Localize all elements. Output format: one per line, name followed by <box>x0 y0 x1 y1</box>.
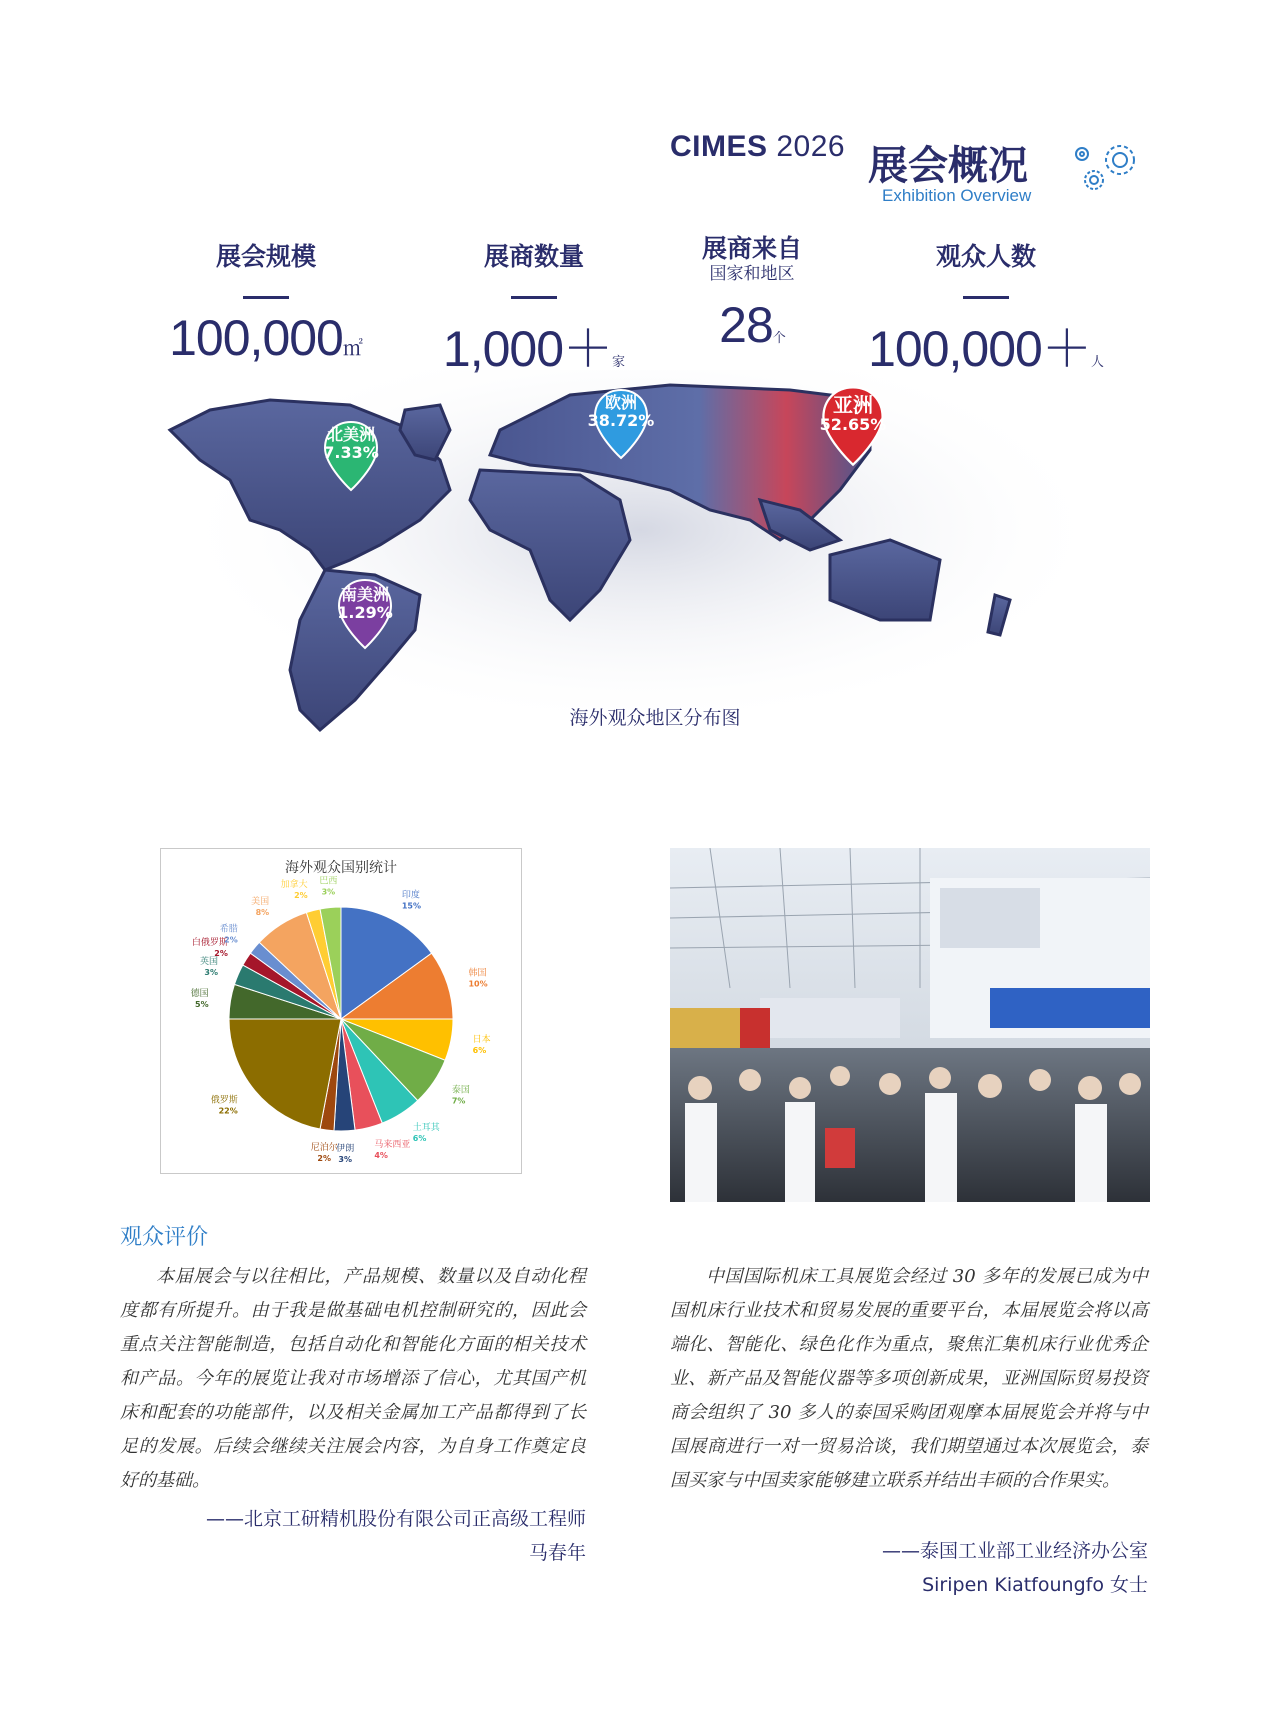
stat-unit: 个 <box>772 330 785 345</box>
review-right-signature-org: ——泰国工业部工业经济办公室 <box>881 1540 1148 1562</box>
stat-label: 展商数量 <box>483 242 584 271</box>
pie-slice-value: 10% <box>468 979 488 989</box>
page-subtitle: Exhibition Overview <box>882 186 1032 205</box>
pin-europe <box>587 388 655 464</box>
stat-label: 展会规模 <box>215 242 316 271</box>
pie-slice-label: 白俄罗斯 <box>191 938 228 949</box>
stat-unit: ㎡ <box>342 336 363 360</box>
review-left-signature <box>120 1502 586 1570</box>
stat-exhibition-area <box>126 242 406 367</box>
stat-visitors <box>846 242 1126 381</box>
pin-region-pct: 7.33% <box>323 443 379 462</box>
gears-icon <box>1070 138 1150 198</box>
page-title: 展会概况 <box>868 143 1028 189</box>
pie-slice-label: 美国 <box>251 896 270 907</box>
stat-value: 1,000＋ <box>442 321 613 377</box>
pie-slice-label: 俄罗斯 <box>210 1095 238 1106</box>
pie-slice-value: 22% <box>218 1106 238 1116</box>
stat-label: 观众人数 <box>935 242 1036 271</box>
stat-value: 100,000＋ <box>868 321 1091 377</box>
stat-label-sub: 国家和地区 <box>709 264 795 284</box>
pie-slice-label: 土耳其 <box>412 1123 440 1134</box>
pin-region-name: 北美洲 <box>326 425 375 444</box>
pie-slice-value: 7% <box>451 1096 466 1106</box>
pie-slice-value: 2% <box>214 949 228 959</box>
pin-region-name: 亚洲 <box>833 393 873 417</box>
pie-slice-value: 5% <box>195 1000 209 1010</box>
pie-slice-value: 2% <box>317 1153 332 1163</box>
pin-region-pct: 38.72% <box>587 411 655 430</box>
review-right-signature-name: Siripen Kiatfoungfo 女士 <box>922 1574 1148 1596</box>
pie-slice-value: 2% <box>224 935 238 945</box>
pie-slice-value: 3% <box>338 1154 353 1164</box>
pie-chart-title: 海外观众国别统计 <box>285 860 397 876</box>
pie-slice-value: 8% <box>255 907 270 917</box>
pie-chart-box <box>160 848 522 1174</box>
brand-logo <box>670 130 845 164</box>
pie-slice-value: 3% <box>204 967 219 977</box>
pie-slice-label: 马来西亚 <box>374 1139 411 1150</box>
pie-slice-label: 泰国 <box>451 1085 470 1096</box>
brand-name: CIMES <box>670 130 768 163</box>
pie-slice-label: 希腊 <box>219 924 238 935</box>
australia-shape <box>830 540 940 620</box>
pie-slice-label: 德国 <box>190 989 209 1000</box>
pie-slice-value: 15% <box>401 901 421 911</box>
review-right-signature <box>670 1534 1148 1602</box>
pie-slice-label: 巴西 <box>319 876 338 887</box>
review-right-text: 中国国际机床工具展览会经过 30 多年的发展已成为中国机床行业技术和贸易发展的重要平台，本届展览会将以高端化、智能化、绿色化作为重点，聚焦汇集机床行业优秀企业、新产品及智能仪器等多项创新成果，亚洲国际贸易投资商会组织了 30 多人的泰国采购团观摩本届展览会并将与中国展商进行一对一贸易洽谈，我们期望通过本次展览会，泰国买家与中国卖家能够建立联系并结出丰硕的合作果实。 <box>670 1266 1148 1491</box>
pie-chart <box>161 849 521 1173</box>
pie-slice-label: 英国 <box>200 956 219 967</box>
pin-asia <box>820 384 886 472</box>
pin-region-name: 欧洲 <box>604 393 637 412</box>
pie-slice-label: 加拿大 <box>280 880 308 891</box>
stat-value: 28 <box>719 297 773 353</box>
pie-slice-value: 2% <box>294 891 308 901</box>
exhibition-hall-photo <box>670 848 1150 1202</box>
pin-region-name: 南美洲 <box>340 585 389 604</box>
pie-slice-label: 尼泊尔 <box>310 1142 338 1153</box>
pin-region-pct: 1.29% <box>337 603 393 622</box>
stat-unit: 家 <box>612 355 626 370</box>
map-caption: 海外观众地区分布图 <box>569 707 741 729</box>
pin-south-america <box>336 578 394 654</box>
pie-slice-label: 伊朗 <box>336 1143 355 1154</box>
stat-label: 展商来自 <box>701 234 802 263</box>
pie-slice-label: 日本 <box>472 1035 491 1046</box>
review-left-signature-name: 马春年 <box>528 1542 586 1564</box>
pie-slice-label: 印度 <box>401 890 420 901</box>
pie-slice-value: 3% <box>321 887 336 897</box>
pie-slice-value: 4% <box>374 1150 388 1160</box>
pie-slice-label: 韩国 <box>468 968 487 979</box>
stat-value: 100,000 <box>169 310 343 366</box>
pin-north-america <box>322 420 380 496</box>
review-left-signature-org: ——北京工研精机股份有限公司正高级工程师 <box>205 1508 586 1530</box>
pin-region-pct: 52.65% <box>819 415 887 434</box>
review-left-text: 本届展会与以往相比，产品规模、数量以及自动化程度都有所提升。由于我是做基础电机控制研究的，因此会重点关注智能制造，包括自动化和智能化方面的相关技术和产品。今年的展览让我对市场增添了信心，尤其国产机床和配套的功能部件，以及相关金属加工产品都得到了长足的发展。后续会继续关注展会内容，为自身工作奠定良好的基础。 <box>120 1266 586 1491</box>
pie-slice-value: 6% <box>472 1046 487 1056</box>
pie-slice-value: 6% <box>412 1134 427 1144</box>
stat-unit: 人 <box>1090 355 1104 370</box>
brand-year: 2026 <box>776 130 846 163</box>
review-section-title: 观众评价 <box>120 1225 209 1250</box>
